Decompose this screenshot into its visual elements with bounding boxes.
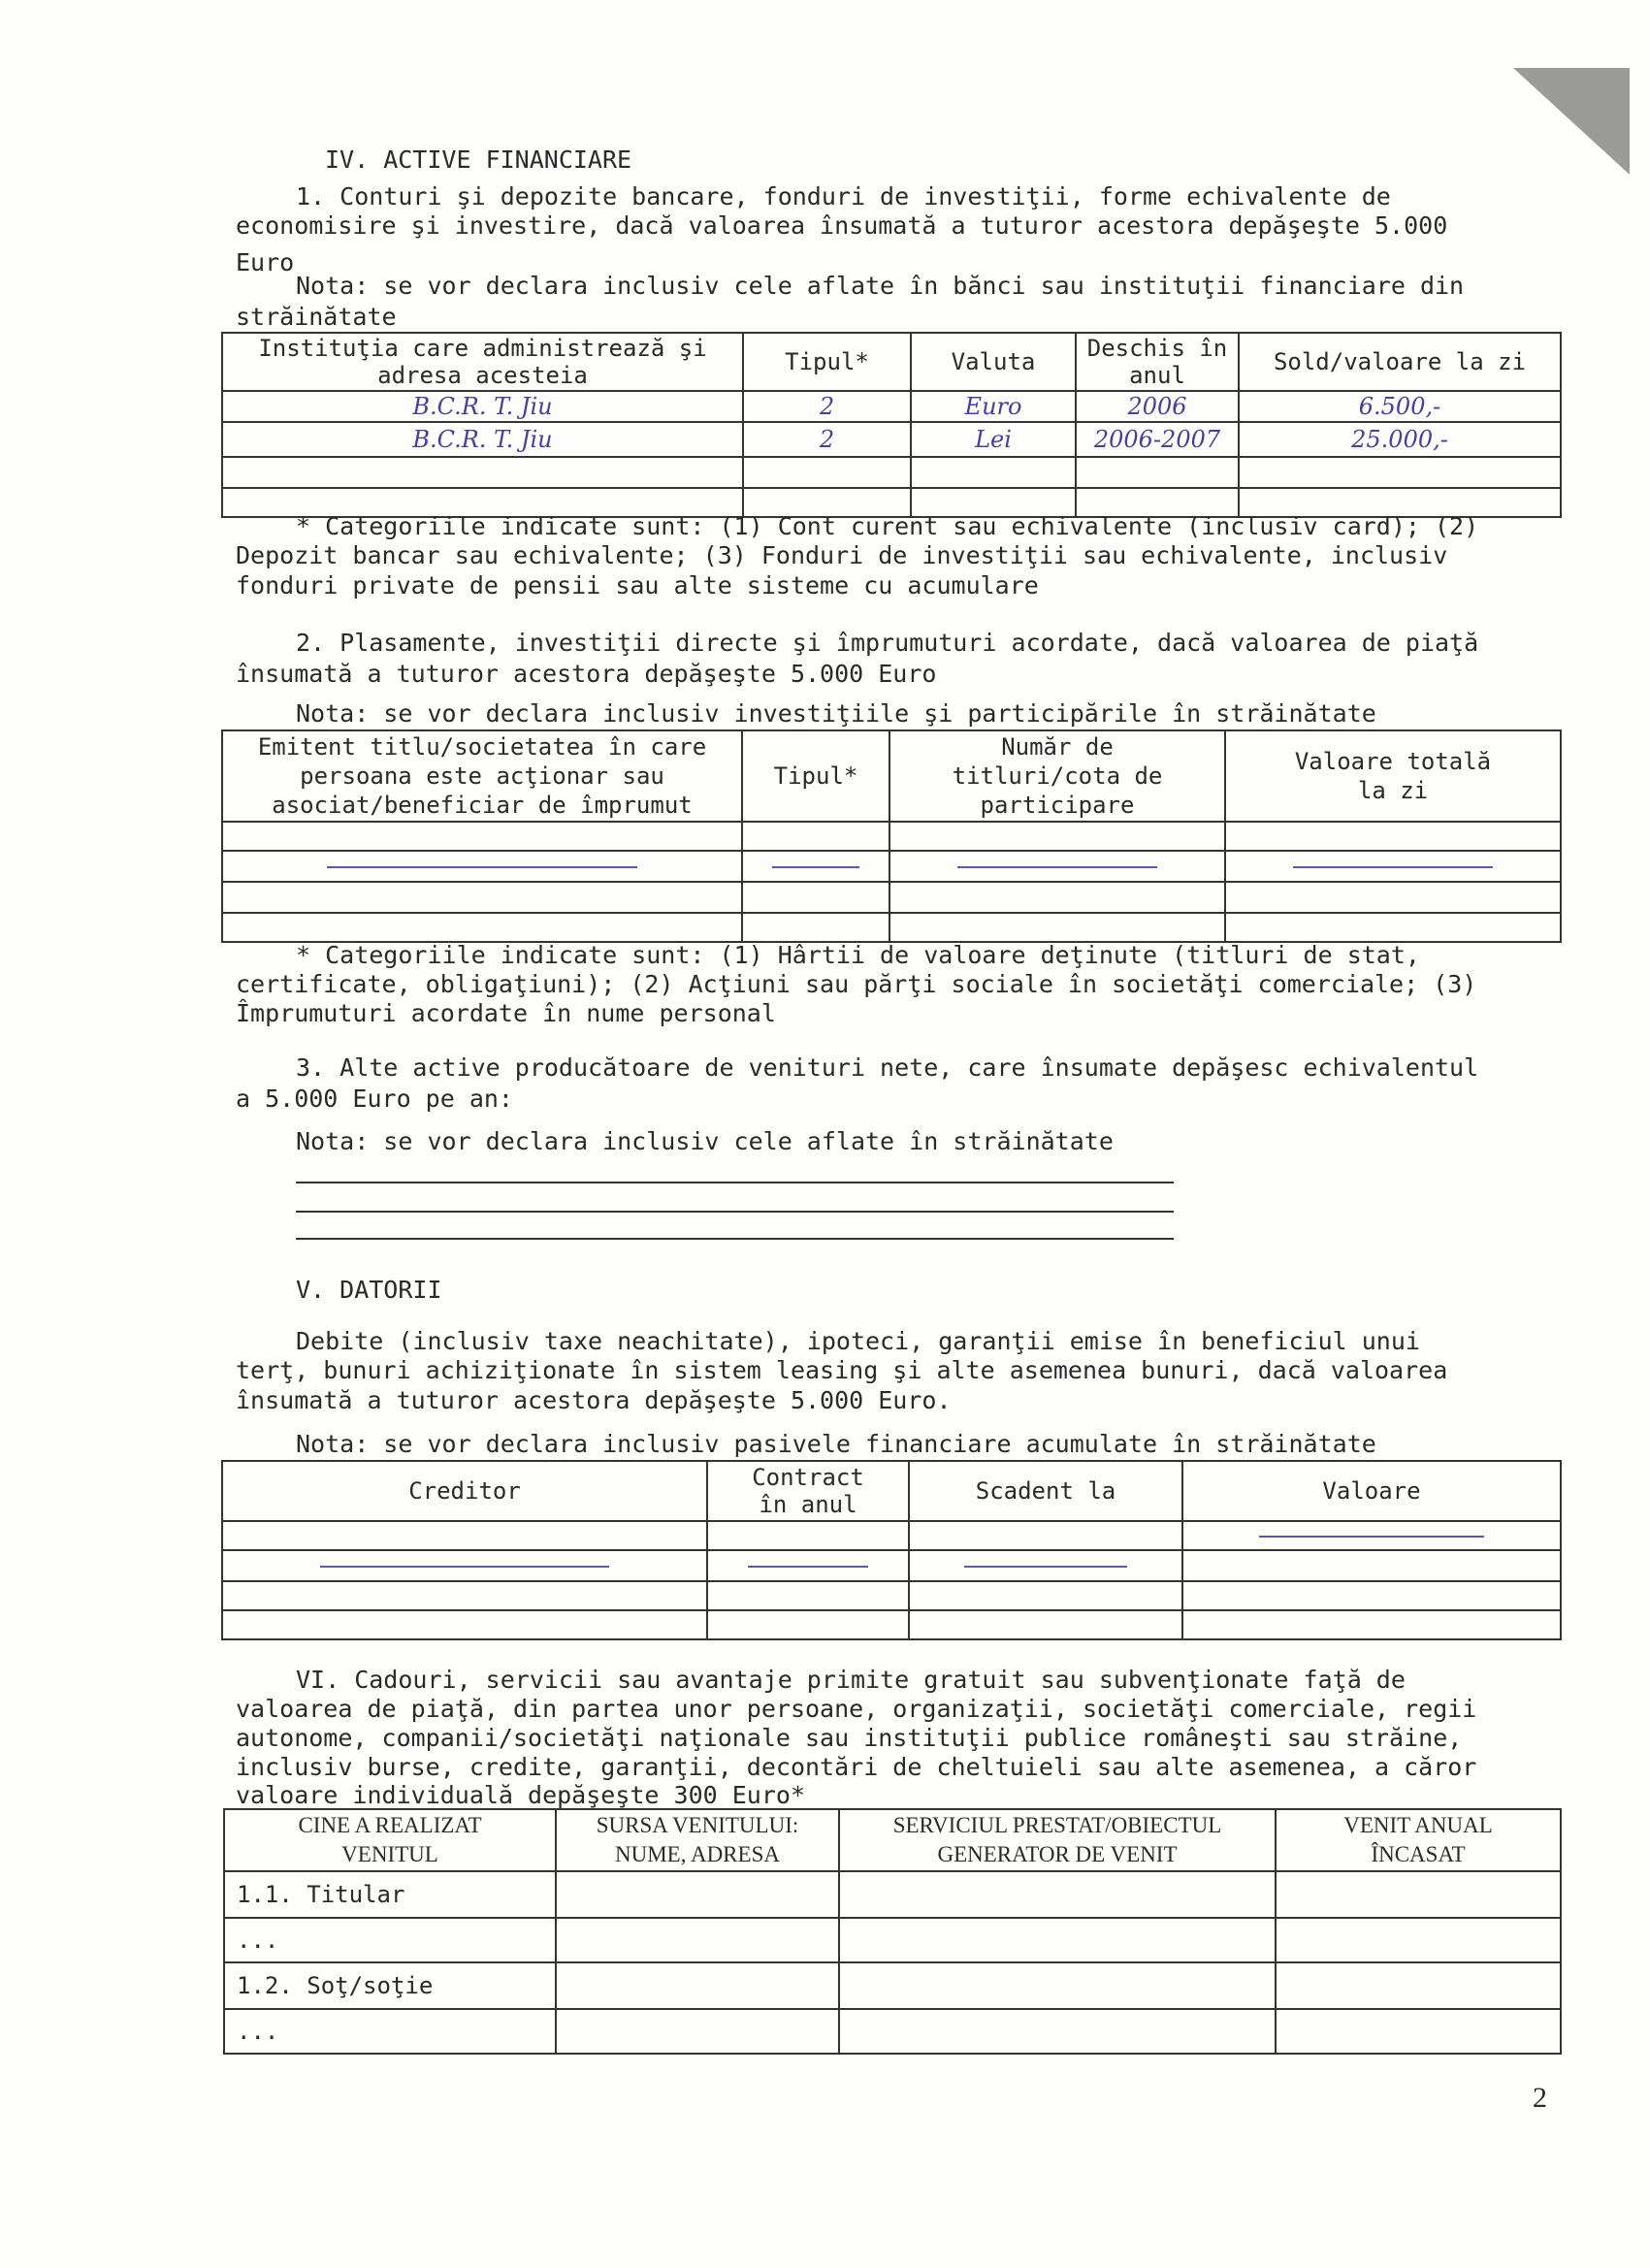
- gifts-table: [223, 1808, 1562, 2055]
- row-label: ...: [224, 1918, 556, 1962]
- note-line: Nota: se vor declara inclusiv cele aflate în străinătate: [296, 1127, 1114, 1155]
- col-header: Creditor: [222, 1461, 707, 1521]
- table-row: [222, 822, 1561, 851]
- table-row: [222, 1521, 1561, 1550]
- table-row: [224, 1918, 1561, 1962]
- strikethrough-dash: [1293, 866, 1493, 868]
- footnote-line: Împrumuturi acordate în nume personal: [236, 999, 776, 1027]
- paragraph-line: Euro: [236, 248, 295, 276]
- col-header: SERVICIUL PRESTAT/OBIECTUL GENERATOR DE VENIT: [839, 1809, 1276, 1871]
- footnote-line: * Categoriile indicate sunt: (1) Hârtii de valoare deţinute (titluri de stat,: [296, 941, 1420, 969]
- paragraph-line: 2. Plasamente, investiţii directe şi împrumuturi acordate, dacă valoarea de piaţă: [296, 629, 1479, 657]
- note-line: Nota: se vor declara inclusiv pasivele financiare acumulate în străinătate: [296, 1430, 1376, 1458]
- table-row: [224, 1871, 1561, 1918]
- handwritten-cell: B.C.R. T. Jiu: [222, 391, 743, 422]
- paragraph-line: însumată a tuturor acestora depăşeşte 5.000 Euro: [236, 660, 937, 688]
- col-header: Sold/valoare la zi: [1239, 333, 1561, 391]
- table-row: [222, 1550, 1561, 1581]
- handwritten-cell: 6.500,-: [1239, 391, 1561, 422]
- paragraph-line: autonome, companii/societăţi naţionale sau instituţii publice româneşti sau străine,: [236, 1724, 1463, 1752]
- strikethrough-dash: [772, 866, 859, 868]
- handwritten-cell: 2006-2007: [1076, 422, 1239, 457]
- handwritten-cell: 2006: [1076, 391, 1239, 422]
- strikethrough-dash: [327, 866, 637, 868]
- col-header: SURSA VENITULUI: NUME, ADRESA: [556, 1809, 839, 1871]
- paragraph-line: VI. Cadouri, servicii sau avantaje primite gratuit sau subvenţionate faţă de: [296, 1666, 1406, 1694]
- note-line: străinătate: [236, 303, 397, 331]
- col-header: Scadent la: [909, 1461, 1182, 1521]
- table-row: [222, 913, 1561, 942]
- paragraph-line: a 5.000 Euro pe an:: [236, 1085, 513, 1113]
- note-line: Nota: se vor declara inclusiv cele aflate în bănci sau instituţii financiare din: [296, 272, 1465, 300]
- col-header: Emitent titlu/societatea în care persoana este acţionar sau asociat/beneficiar de împrumut: [222, 730, 742, 822]
- section-title-datorii: V. DATORII: [296, 1276, 442, 1304]
- col-header: Contract în anul: [707, 1461, 909, 1521]
- blank-fill-line: [296, 1211, 1174, 1213]
- col-header: Tipul*: [743, 333, 911, 391]
- paragraph-line: Debite (inclusiv taxe neachitate), ipoteci, garanţii emise în beneficiul unui: [296, 1327, 1420, 1355]
- strikethrough-dash: [957, 866, 1157, 868]
- table-row: [222, 851, 1561, 882]
- footnote-line: Depozit bancar sau echivalente; (3) Fonduri de investiţii sau echivalente, inclusiv: [236, 541, 1448, 569]
- paragraph-line: terţ, bunuri achiziţionate în sistem leasing şi alte asemenea bunuri, dacă valoarea: [236, 1356, 1448, 1384]
- note-line: Nota: se vor declara inclusiv investiţiile şi participările în străinătate: [296, 699, 1376, 728]
- row-label: 1.2. Soţ/soţie: [224, 1962, 556, 2009]
- bank-accounts-table: [221, 332, 1562, 518]
- col-header: Instituţia care administrează şi adresa acesteia: [222, 333, 743, 391]
- section-title-active-financiare: IV. ACTIVE FINANCIARE: [325, 146, 632, 174]
- investments-table: [221, 729, 1562, 943]
- debts-table: [221, 1460, 1562, 1640]
- col-header: CINE A REALIZAT VENITUL: [224, 1809, 556, 1871]
- table-row: [222, 457, 1561, 488]
- page-number: 2: [1533, 2082, 1547, 2114]
- table-row: [224, 1962, 1561, 2009]
- col-header: Valoare: [1182, 1461, 1561, 1521]
- footnote-line: * Categoriile indicate sunt: (1) Cont curent sau echivalente (inclusiv card); (2): [296, 512, 1479, 540]
- table-row: [222, 422, 1561, 457]
- col-header: Tipul*: [742, 730, 889, 822]
- handwritten-cell: 2: [743, 422, 911, 457]
- col-header: VENIT ANUAL ÎNCASAT: [1276, 1809, 1561, 1871]
- footnote-line: fonduri private de pensii sau alte sisteme cu acumulare: [236, 571, 1039, 599]
- blank-fill-line: [296, 1238, 1174, 1240]
- paragraph-line: 3. Alte active producătoare de venituri nete, care însumate depăşesc echivalentul: [296, 1053, 1479, 1082]
- handwritten-cell: B.C.R. T. Jiu: [222, 422, 743, 457]
- paragraph-line: inclusiv burse, credite, garanţii, decontări de cheltuieli sau alte asemenea, a căror: [236, 1753, 1477, 1781]
- strikethrough-dash: [320, 1566, 610, 1568]
- col-header: Valuta: [911, 333, 1076, 391]
- table-row: [222, 1610, 1561, 1639]
- footnote-line: certificate, obligaţiuni); (2) Acţiuni sau părţi sociale în societăţi comerciale; (3): [236, 970, 1477, 998]
- handwritten-cell: 25.000,-: [1239, 422, 1561, 457]
- table-row: [222, 1581, 1561, 1610]
- blank-fill-line: [296, 1182, 1174, 1183]
- strikethrough-dash: [1259, 1536, 1485, 1538]
- paragraph-line: valoarea de piaţă, din partea unor persoane, organizaţii, societăţi comerciale, regii: [236, 1695, 1477, 1723]
- paragraph-line: 1. Conturi şi depozite bancare, fonduri de investiţii, forme echivalente de: [296, 182, 1391, 211]
- handwritten-cell: Euro: [911, 391, 1076, 422]
- paragraph-line: însumată a tuturor acestora depăşeşte 5.000 Euro.: [236, 1386, 952, 1414]
- paragraph-line: valoare individuală depăşeşte 300 Euro*: [236, 1781, 805, 1809]
- table-row: [222, 391, 1561, 422]
- paragraph-line: economisire şi investire, dacă valoarea însumată a tuturor acestora depăşeşte 5.000: [236, 211, 1448, 240]
- strikethrough-dash: [748, 1566, 868, 1568]
- row-label: 1.1. Titular: [224, 1871, 556, 1918]
- row-label: ...: [224, 2009, 556, 2054]
- table-row: [224, 2009, 1561, 2054]
- scan-corner-mark: [1513, 68, 1630, 175]
- col-header: Deschis în anul: [1076, 333, 1239, 391]
- col-header: Valoare totală la zi: [1225, 730, 1561, 822]
- handwritten-cell: Lei: [911, 422, 1076, 457]
- handwritten-cell: 2: [743, 391, 911, 422]
- strikethrough-dash: [964, 1566, 1127, 1568]
- col-header: Număr de titluri/cota de participare: [889, 730, 1225, 822]
- table-row: [222, 882, 1561, 913]
